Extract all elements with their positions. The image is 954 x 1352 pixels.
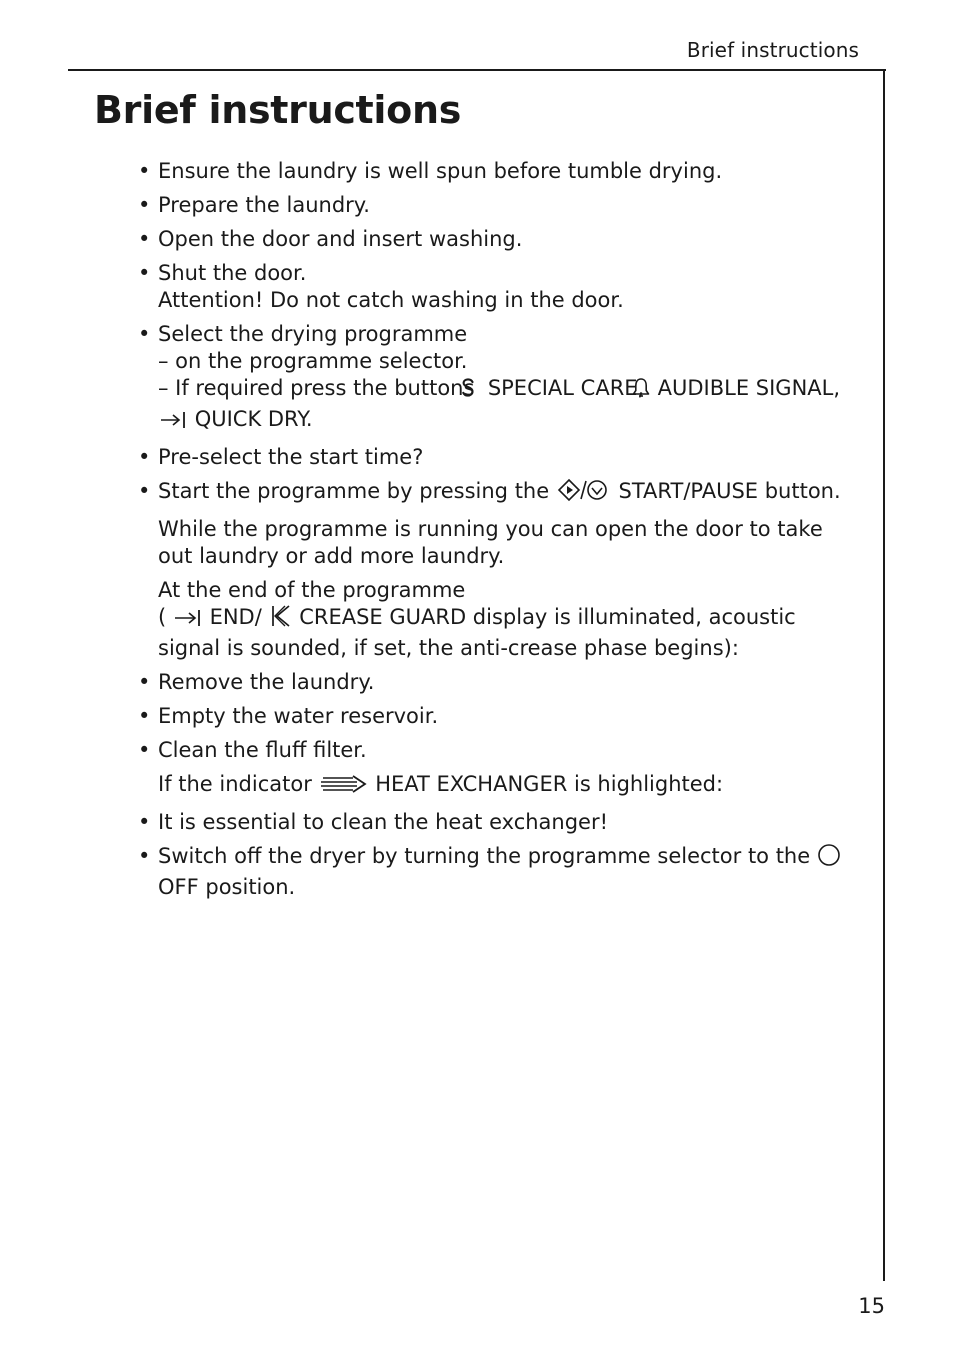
end-arrow-icon (173, 608, 203, 635)
quick-dry-icon (178, 410, 188, 437)
button-list: – If required press the buttons SPECIAL CARE, AUDIBLE SIGNAL, QUICK DRY. (158, 375, 858, 437)
running-header: Brief instructions (686, 38, 859, 62)
list-item: • Select the drying programme – on the programme selector. – If required press the buttons SPECIAL CARE, AUDIBLE SIGNAL, QUICK DRY. (138, 321, 858, 437)
off-circle-icon (817, 843, 841, 874)
list-item: • It is essential to clean the heat exchanger! (138, 809, 858, 836)
list-item: • Pre-select the start time? (138, 444, 858, 471)
list-item: • Switch off the dryer by turning the programme selector to the OFF position. (138, 843, 858, 901)
end-of-programme-note: At the end of the programme ( END/ CREASE GUARD display is illuminated, acoustic signal is sounded, if set, the anti-crease phase begins): (158, 578, 796, 660)
list-item: • Shut the door. Attention! Do not catch washing in the door. (138, 260, 858, 314)
list-item: • Ensure the laundry is well spun before tumble drying. (138, 158, 858, 185)
margin-rule (883, 69, 885, 1281)
running-note: While the programme is running you can open the door to take out laundry or add more laundry. (158, 517, 823, 568)
page-number: 15 (858, 1294, 885, 1318)
list-item: • Open the door and insert washing. (138, 226, 858, 253)
list-item: • Empty the water reservoir. (138, 703, 858, 730)
list-item: • Start the programme by pressing the START/PAUSE button. (138, 478, 858, 509)
list-item: • Clean the fluff filter. (138, 737, 858, 764)
crease-guard-icon (269, 604, 293, 635)
list-item: • Remove the laundry. (138, 669, 858, 696)
start-pause-icon (556, 478, 612, 509)
header-rule (68, 69, 886, 71)
heat-exchanger-icon (319, 773, 369, 802)
attention-note: Attention! Do not catch washing in the door. (158, 288, 624, 312)
instruction-list (138, 158, 858, 908)
indicator-note: If the indicator HEAT EXCHANGER is highlighted: (138, 771, 858, 802)
page-title: Brief instructions (94, 88, 462, 132)
list-item: • Prepare the laundry. (138, 192, 858, 219)
